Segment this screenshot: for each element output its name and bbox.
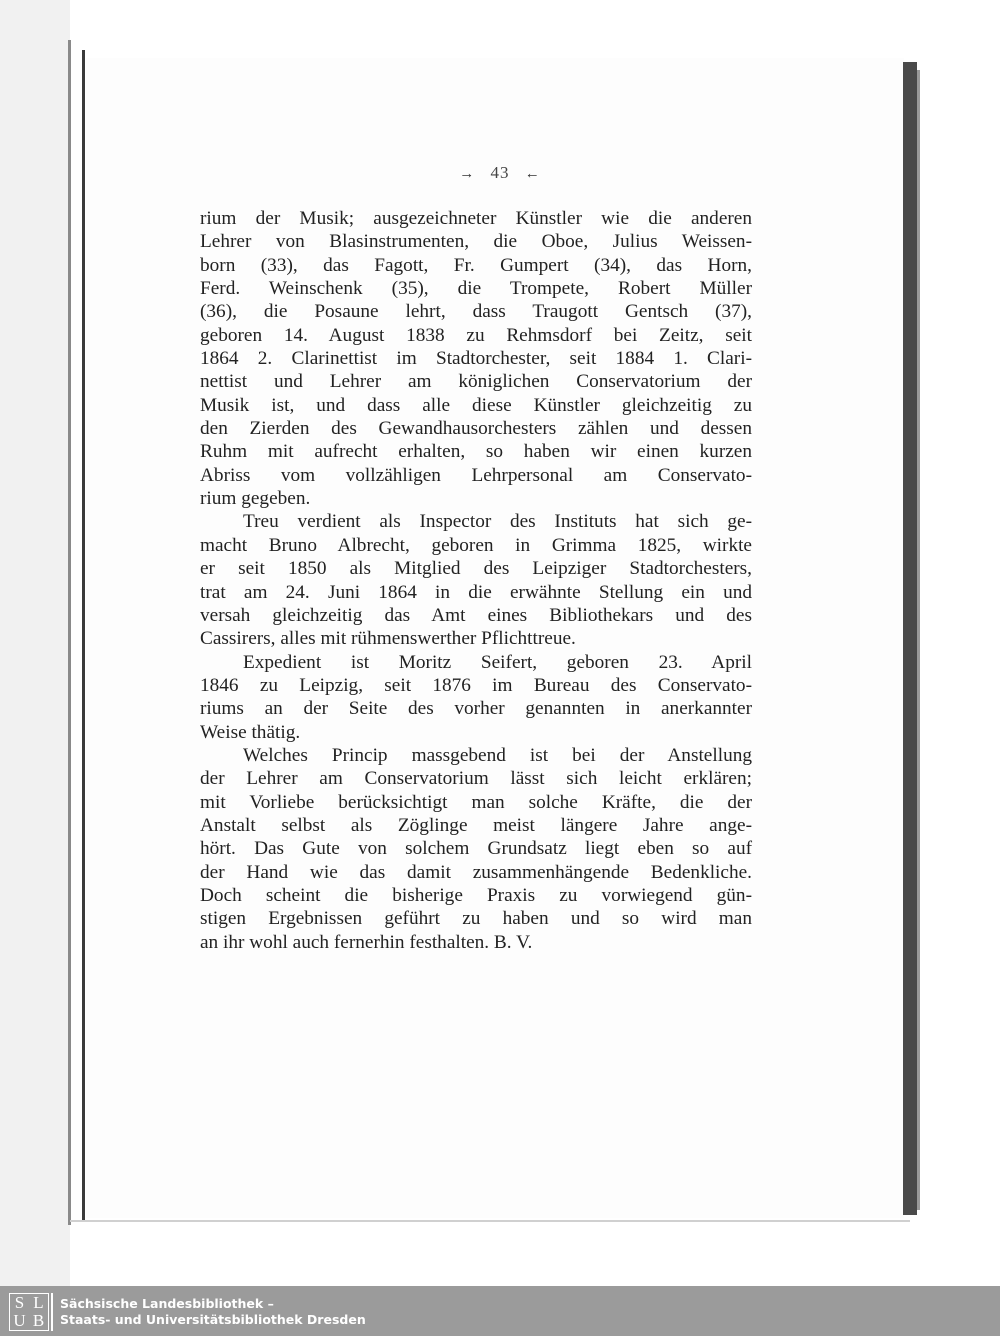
text-line: an ihr wohl auch fernerhin festhalten. B. V. <box>200 931 533 953</box>
text-line: Expedient ist Moritz Seifert, geboren 23. April <box>243 651 752 673</box>
text-line: rium gegeben. <box>200 488 311 510</box>
text-line: er seit 1850 als Mitglied des Leipziger Stadtorchesters, <box>200 558 752 580</box>
paragraph <box>200 744 752 954</box>
library-name <box>60 1296 366 1328</box>
page-bottom-edge <box>70 1220 910 1222</box>
text-line: Anstalt selbst als Zöglinge meist längere Jahre ange- <box>200 814 752 836</box>
text-line: geboren 14. August 1838 zu Rehmsdorf bei Zeitz, seit <box>200 324 752 346</box>
library-name-line2: Staats- und Universitätsbibliothek Dresden <box>60 1312 366 1327</box>
text-line: (36), die Posaune lehrt, dass Traugott Gentsch (37), <box>200 301 752 323</box>
text-line: Lehrer von Blasinstrumenten, die Oboe, Julius Weissen- <box>200 231 752 253</box>
text-line: macht Bruno Albrecht, geboren in Grimma 1825, wirkte <box>200 534 752 556</box>
paragraph <box>200 651 752 744</box>
text-line: der Lehrer am Conservatorium lässt sich leicht erklären; <box>200 768 752 790</box>
text-line: born (33), das Fagott, Fr. Gumpert (34), das Horn, <box>200 254 752 276</box>
left-page-edge <box>68 40 71 1225</box>
right-cover-edge <box>903 62 917 1215</box>
text-line: Welches Princip massgebend ist bei der Anstellung <box>243 744 752 766</box>
text-line: 1864 2. Clarinettist im Stadtorchester, seit 1884 1. Clari- <box>200 348 752 370</box>
logo-letter: L <box>33 1293 44 1312</box>
paragraph <box>200 207 752 510</box>
logo-letter: B <box>32 1311 45 1330</box>
text-line: trat am 24. Juni 1864 in die erwähnte Stellung ein und <box>200 581 752 603</box>
text-line: der Hand wie das damit zusammenhängende Bedenkliche. <box>200 861 752 883</box>
text-line: Ferd. Weinschenk (35), die Trompete, Robert Müller <box>200 278 752 300</box>
text-line: Ruhm mit aufrecht erhalten, so haben wir einen kurzen <box>200 441 752 463</box>
paragraph <box>200 510 752 650</box>
text-line: rium der Musik; ausgezeichneter Künstler wie die anderen <box>200 208 752 229</box>
text-line: Treu verdient als Inspector des Instituts hat sich ge- <box>243 511 752 533</box>
text-line: stigen Ergebnissen geführt zu haben und so wird man <box>200 908 752 930</box>
library-footer <box>0 1286 1000 1336</box>
slub-logo <box>9 1293 49 1331</box>
ornament-right-icon: ← <box>524 166 541 182</box>
logo-divider <box>51 1293 53 1331</box>
text-line: versah gleichzeitig das Amt eines Bibliothekars und des <box>200 604 752 626</box>
library-name-line1: Sächsische Landesbibliothek – <box>60 1296 274 1311</box>
text-line: Weise thätig. <box>200 721 301 743</box>
text-line: Doch scheint die bisherige Praxis zu vorwiegend gün- <box>200 884 752 906</box>
text-line: 1846 zu Leipzig, seit 1876 im Bureau des Conservato- <box>200 674 752 696</box>
logo-letter: U <box>13 1311 26 1330</box>
book-spine <box>82 50 85 1220</box>
right-cover-shadow <box>917 70 920 1210</box>
left-margin <box>0 0 70 1286</box>
text-line: nettist und Lehrer am königlichen Conservatorium der <box>200 371 752 393</box>
text-line: Cassirers, alles mit rühmenswerther Pflichttreue. <box>200 628 576 650</box>
text-line: mit Vorliebe berücksichtigt man solche Kräfte, die der <box>200 791 752 813</box>
text-line: Abriss vom vollzähligen Lehrpersonal am Conservato- <box>200 464 752 486</box>
text-line: den Zierden des Gewandhausorchesters zählen und dessen <box>200 418 752 440</box>
text-line: hört. Das Gute von solchem Grundsatz liegt eben so auf <box>200 838 752 860</box>
ornament-left-icon: → <box>459 166 476 182</box>
logo-letter: S <box>14 1293 25 1312</box>
page-number-header <box>0 163 1000 183</box>
text-line: riums an der Seite des vorher genannten in anerkannter <box>200 698 752 720</box>
body-text <box>200 207 752 954</box>
text-line: Musik ist, und dass alle diese Künstler gleichzeitig zu <box>200 394 752 416</box>
page-number: 43 <box>490 163 510 182</box>
